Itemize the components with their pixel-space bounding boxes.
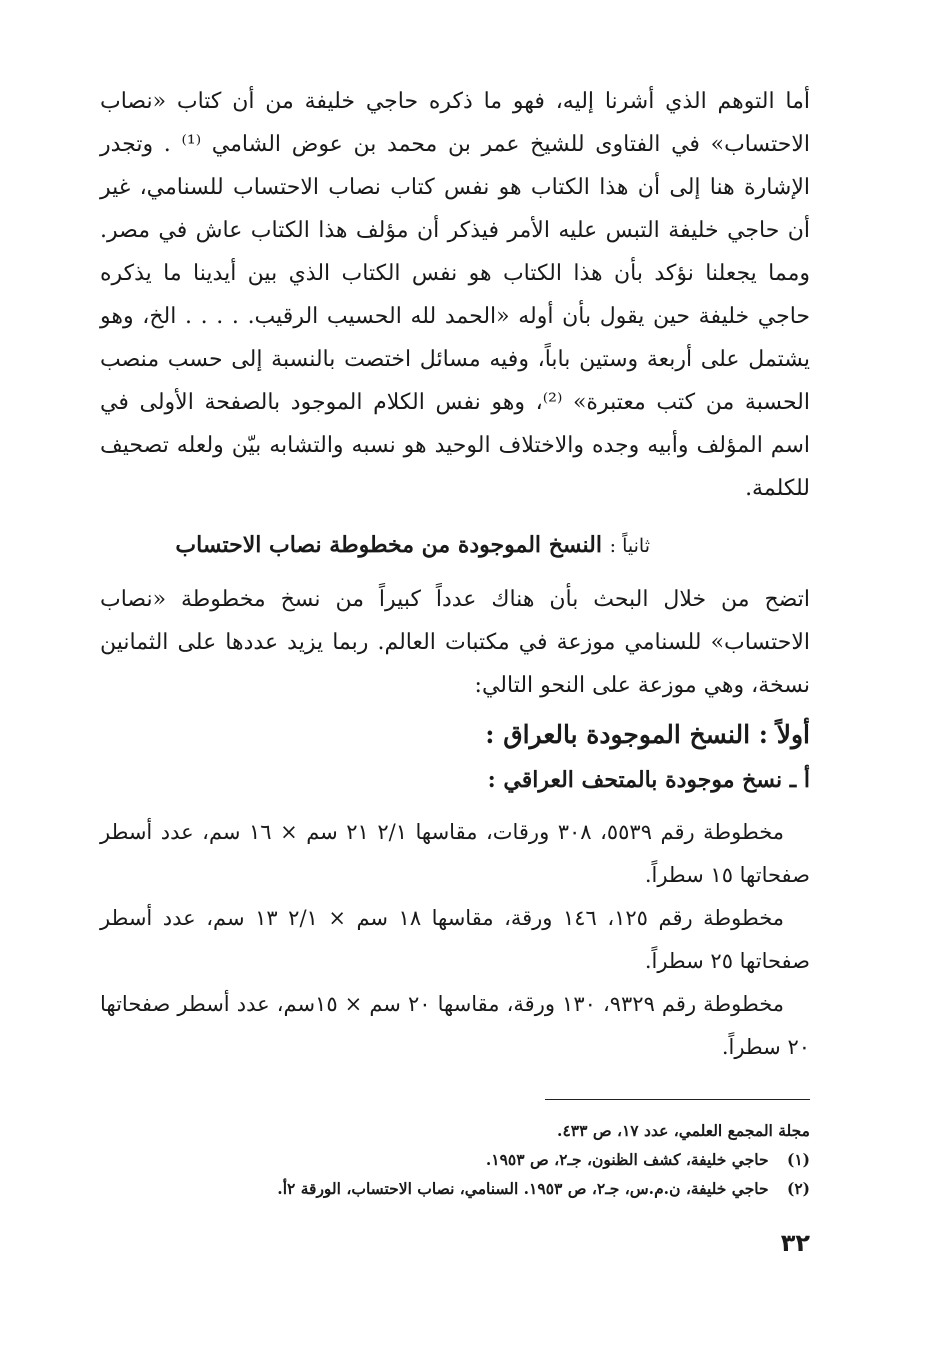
manuscript-line-rest: عدد أسطر صفحاتها ٢٥ سطراً. <box>100 906 810 973</box>
intro-paragraph: أما التوهم الذي أشرنا إليه، فهو ما ذكره حاجي خليفة من أن كتاب «نصاب الاحتساب» في الفتاوى للشيخ عمر بن محمد بن عوض الشامي ⁽¹⁾ . وتجدر الإشارة هنا إلى أن هذا الكتاب هو نفس كتاب نصاب الاحتساب للسنامي، غير أن حاجي خليفة التبس عليه الأمر فيذكر أن مؤلف هذا الكتاب عاش في مصر. ومما يجعلنا نؤكد بأن هذا الكتاب هو نفس الكتاب الذي بين أيدينا ما يذكره حاجي خليفة حين يقول بأن أوله «الحمد لله الحسيب الرقيب. . . . . الخ، وهو يشتمل على أربعة وستين باباً، وفيه مسائل اختصت بالنسبة إلى حسب منصب الحسبة من كتب معتبرة» ⁽²⁾، وهو نفس الكلام الموجود بالصفحة الأولى في اسم المؤلف وأبيه وجده والاختلاف الوحيد هو نسبه والتشابه بيّن ولعله تصحيف للكلمة. <box>100 89 811 501</box>
footnote-text: حاجي خليفة، ن.م.س، جـ٢، ص ١٩٥٣. السنامي، نصاب الاحتساب، الورقة ٢أ. <box>277 1179 769 1198</box>
footnote <box>100 1145 810 1174</box>
section-paragraph: اتضح من خلال البحث بأن هناك عدداً كبيراً من نسخ مخطوطة «نصاب الاحتساب» للسنامي موزعة في مكتبات العالم. ربما يزيد عددها على الثمانين نسخة، وهي موزعة على النحو التالي: <box>100 587 810 698</box>
subsection-title: أولاً : النسخ الموجودة بالعراق : <box>485 720 810 749</box>
manuscript-line: مخطوطة رقم ٩٣٢٩، ١٣٠ ورقة، مقاسها ٢٠ سم × ١٥سم، عدد <box>236 992 784 1016</box>
document-page <box>100 80 810 1320</box>
footnote-number: (٢) <box>786 1179 810 1198</box>
manuscript-entry <box>100 983 810 1069</box>
manuscript-line-rest: أسطر صفحاتها ٢٠ سطراً. <box>100 992 810 1059</box>
page-number: ٣٢ <box>780 1229 810 1257</box>
manuscript-entry <box>100 897 810 983</box>
manuscript-entry <box>100 811 810 897</box>
section-heading <box>100 524 650 568</box>
footnote-continuation: مجلة المجمع العلمي، عدد ١٧، ص ٤٣٣. <box>557 1121 810 1140</box>
subsection-subtitle: أ ـ نسخ موجودة بالمتحف العراقي : <box>487 767 810 793</box>
footnote-divider <box>545 1099 810 1100</box>
section-label: ثانياً : <box>609 535 650 557</box>
footnote-text: حاجي خليفة، كشف الظنون، جـ٢، ص ١٩٥٣. <box>485 1150 769 1169</box>
footnote <box>100 1174 810 1203</box>
manuscript-line-rest: عدد أسطر صفحاتها ١٥ سطراً. <box>100 820 810 887</box>
section-title: النسخ الموجودة من مخطوطة نصاب الاحتساب <box>175 532 602 558</box>
footnote-number: (١) <box>786 1150 810 1169</box>
manuscript-line: مخطوطة رقم ٥٥٣٩، ٣٠٨ ورقات، مقاسها ٢/١ ٢١ سم × ١٦ سم، <box>202 820 784 844</box>
manuscript-line: مخطوطة رقم ١٢٥، ١٤٦ ورقة، مقاسها ١٨ سم × ٢/١ ١٣ سم، <box>206 906 784 930</box>
